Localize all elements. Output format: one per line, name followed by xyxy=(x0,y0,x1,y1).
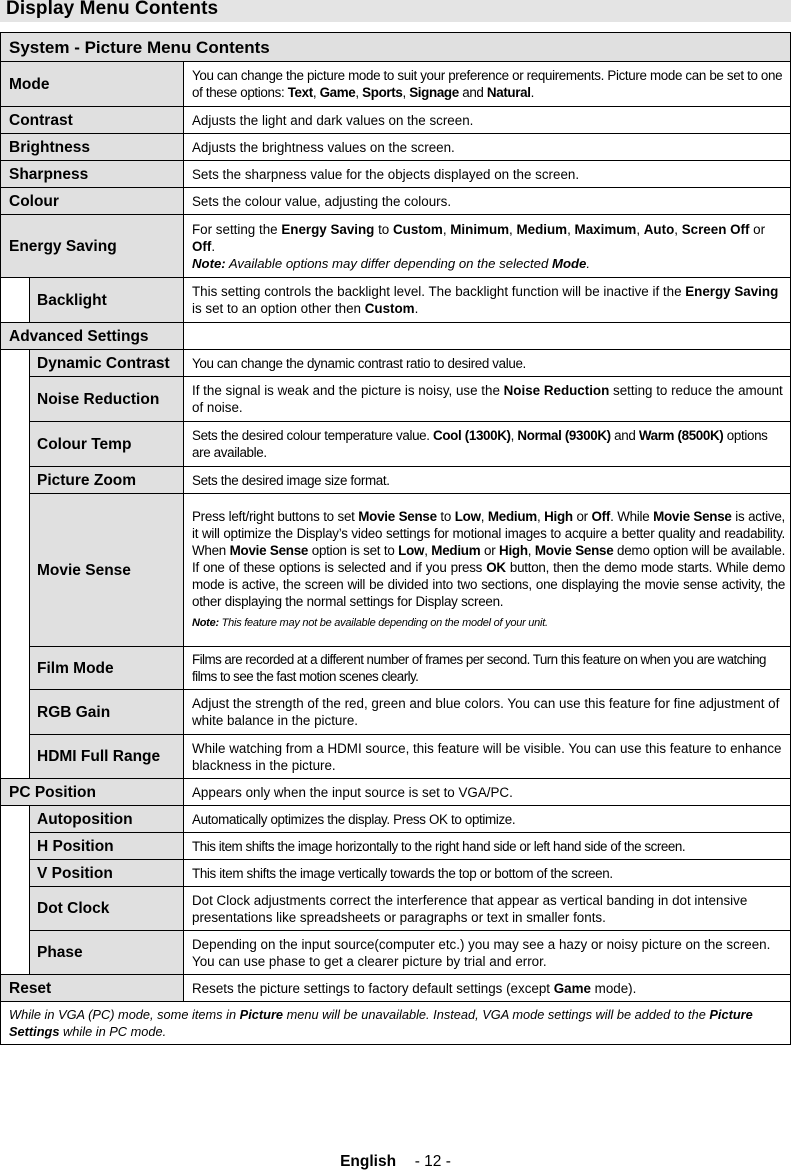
table-row-h-position xyxy=(1,833,791,860)
row-label-sharpness: Sharpness xyxy=(1,161,184,188)
movie-sense-note: Note: This feature may not be available depending on the model of your unit. xyxy=(192,617,548,629)
row-desc-energy-saving: For setting the Energy Saving to Custom, Minimum, Medium, Maximum, Auto, Screen Off or Off. Note: Available options may differ depending on the selected Mode. xyxy=(184,215,791,278)
picture-menu-table xyxy=(0,32,791,1045)
row-label-colour-temp: Colour Temp xyxy=(30,422,184,467)
row-label-pc-position: PC Position xyxy=(1,779,184,806)
table-footer-note: While in VGA (PC) mode, some items in Picture menu will be unavailable. Instead, VGA mode settings will be added to the Picture Settings while in PC mode. xyxy=(1,1002,791,1045)
page-header-band xyxy=(0,0,791,22)
row-label-hdmi-full-range: HDMI Full Range xyxy=(30,735,184,779)
row-desc-brightness: Adjusts the brightness values on the screen. xyxy=(184,134,791,161)
row-label-mode: Mode xyxy=(1,62,184,107)
indent-cell xyxy=(1,350,30,779)
row-desc-h-position: This item shifts the image horizontally to the right hand side or left hand side of the screen. xyxy=(184,833,791,860)
row-label-film-mode: Film Mode xyxy=(30,647,184,690)
row-desc-sharpness: Sets the sharpness value for the objects displayed on the screen. xyxy=(184,161,791,188)
row-desc-autoposition: Automatically optimizes the display. Press OK to optimize. xyxy=(184,806,791,833)
table-row-pc-position xyxy=(1,779,791,806)
row-desc-advanced-settings xyxy=(184,323,791,350)
table-row-noise-reduction xyxy=(1,377,791,422)
row-desc-contrast: Adjusts the light and dark values on the screen. xyxy=(184,107,791,134)
table-row-sharpness xyxy=(1,161,791,188)
row-label-picture-zoom: Picture Zoom xyxy=(30,467,184,494)
row-desc-film-mode: Films are recorded at a different number of frames per second. Turn this feature on when you are watching films to see the fast motion scenes clearly. xyxy=(184,647,791,690)
table-row-reset xyxy=(1,975,791,1002)
row-desc-dot-clock: Dot Clock adjustments correct the interference that appear as vertical banding in dot intensive presentations like spreadsheets or paragraphs or text in smaller fonts. xyxy=(184,887,791,931)
table-row-mode xyxy=(1,62,791,107)
row-desc-movie-sense: Press left/right buttons to set Movie Sense to Low, Medium, High or Off. While Movie Sense is active, it will optimize the Display’s video settings for motional images to acquire a better quality and readability. When Movie Sense option is set to Low, Medium or High, Movie Sense demo option will be available. If one of these options is selected and if you press OK button, then the demo mode starts. While demo mode is active, the screen will be divided into two sections, one displaying the movie sense activity, the other displaying the normal settings for Display screen. Note: This feature may not be available depending on the model of your unit. xyxy=(184,494,791,647)
table-row-advanced-settings xyxy=(1,323,791,350)
table-row-v-position xyxy=(1,860,791,887)
table-row-contrast xyxy=(1,107,791,134)
table-row-colour-temp xyxy=(1,422,791,467)
table-row-hdmi-full-range xyxy=(1,735,791,779)
row-label-autoposition: Autoposition xyxy=(30,806,184,833)
row-label-backlight: Backlight xyxy=(30,278,184,323)
row-label-h-position: H Position xyxy=(30,833,184,860)
row-desc-mode: You can change the picture mode to suit your preference or requirements. Picture mode can be set to one of these options: Text, Game, Sports, Signage and Natural. xyxy=(184,62,791,107)
table-row-brightness xyxy=(1,134,791,161)
row-desc-hdmi-full-range: While watching from a HDMI source, this feature will be visible. You can use this feature to enhance blackness in the picture. xyxy=(184,735,791,779)
energy-saving-note: Note: Available options may differ depending on the selected Mode. xyxy=(192,255,591,271)
row-desc-rgb-gain: Adjust the strength of the red, green and blue colors. You can use this feature for fine adjustment of white balance in the picture. xyxy=(184,690,791,735)
table-row-picture-zoom xyxy=(1,467,791,494)
row-label-contrast: Contrast xyxy=(1,107,184,134)
table-row-rgb-gain xyxy=(1,690,791,735)
table-row-movie-sense xyxy=(1,494,791,647)
row-label-advanced-settings: Advanced Settings xyxy=(1,323,184,350)
row-desc-v-position: This item shifts the image vertically towards the top or bottom of the screen. xyxy=(184,860,791,887)
table-row-autoposition xyxy=(1,806,791,833)
table-row-phase xyxy=(1,931,791,975)
indent-cell xyxy=(1,806,30,975)
row-label-v-position: V Position xyxy=(30,860,184,887)
row-label-dot-clock: Dot Clock xyxy=(30,887,184,931)
table-row-backlight xyxy=(1,278,791,323)
table-row-colour xyxy=(1,188,791,215)
page-title: Display Menu Contents xyxy=(6,0,219,19)
row-desc-dynamic-contrast: You can change the dynamic contrast ratio to desired value. xyxy=(184,350,791,377)
table-footer-row xyxy=(1,1002,791,1045)
row-label-energy-saving: Energy Saving xyxy=(1,215,184,278)
row-label-brightness: Brightness xyxy=(1,134,184,161)
table-row-dot-clock xyxy=(1,887,791,931)
row-label-rgb-gain: RGB Gain xyxy=(30,690,184,735)
table-row-dynamic-contrast xyxy=(1,350,791,377)
row-desc-phase: Depending on the input source(computer etc.) you may see a hazy or noisy picture on the screen. You can use phase to get a clearer picture by trial and error. xyxy=(184,931,791,975)
row-desc-colour-temp: Sets the desired colour temperature value. Cool (1300K), Normal (9300K) and Warm (8500K) options are available. xyxy=(184,422,791,467)
row-label-reset: Reset xyxy=(1,975,184,1002)
row-desc-picture-zoom: Sets the desired image size format. xyxy=(184,467,791,494)
row-label-noise-reduction: Noise Reduction xyxy=(30,377,184,422)
row-label-dynamic-contrast: Dynamic Contrast xyxy=(30,350,184,377)
footer-language: English xyxy=(340,1153,397,1170)
footer-page-number: - 12 - xyxy=(414,1153,451,1170)
row-desc-reset: Resets the picture settings to factory default settings (except Game mode). xyxy=(184,975,791,1002)
page-footer xyxy=(0,1153,791,1171)
row-desc-colour: Sets the colour value, adjusting the colours. xyxy=(184,188,791,215)
table-row-energy-saving xyxy=(1,215,791,278)
table-title: System - Picture Menu Contents xyxy=(1,33,791,62)
row-label-phase: Phase xyxy=(30,931,184,975)
row-label-colour: Colour xyxy=(1,188,184,215)
row-desc-pc-position: Appears only when the input source is set to VGA/PC. xyxy=(184,779,791,806)
indent-cell xyxy=(1,278,30,323)
row-desc-backlight: This setting controls the backlight level. The backlight function will be inactive if the Energy Saving is set to an option other then Custom. xyxy=(184,278,791,323)
table-row-film-mode xyxy=(1,647,791,690)
row-desc-noise-reduction: If the signal is weak and the picture is noisy, use the Noise Reduction setting to reduce the amount of noise. xyxy=(184,377,791,422)
table-title-row xyxy=(1,33,791,62)
row-label-movie-sense: Movie Sense xyxy=(30,494,184,647)
